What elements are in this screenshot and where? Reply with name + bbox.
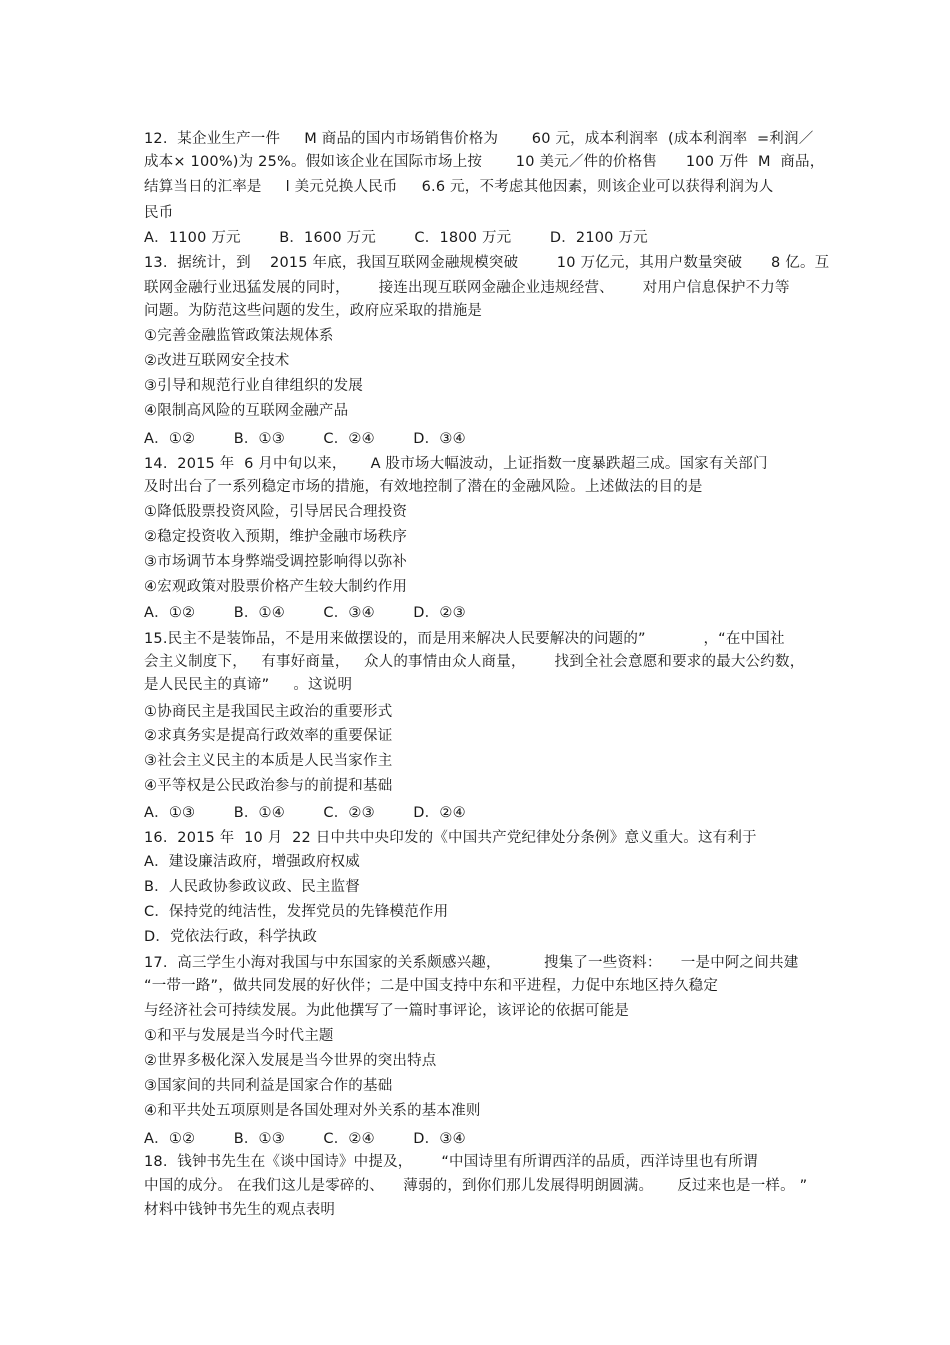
text-line: ①降低股票投资风险，引导居民合理投资	[144, 504, 408, 520]
text-line: ④平等权是公民政治参与的前提和基础	[144, 778, 393, 794]
text-line: ②改进互联网安全技术	[144, 353, 290, 369]
text-line: ②世界多极化深入发展是当今世界的突出特点	[144, 1053, 437, 1069]
text-line: 材料中钱钟书先生的观点表明	[144, 1202, 336, 1218]
text-line: 与经济社会可持续发展。为此他撰写了一篇时事评论，该评论的依据可能是	[144, 1003, 630, 1019]
text-line: 14. 2015 年 6 月中旬以来， A 股市场大幅波动，上证指数一度暴跌超三成。国家有关部门	[144, 456, 768, 472]
text-line: ①和平与发展是当今时代主题	[144, 1028, 334, 1044]
text-line: 18. 钱钟书先生在《谈中国诗》中提及， “中国诗里有所谓西洋的品质，西洋诗里也有所谓	[144, 1154, 758, 1170]
text-line: B．人民政协参政议政、民主监督	[144, 879, 360, 895]
text-line: 问题。为防范这些问题的发生，政府应采取的措施是	[144, 303, 483, 319]
text-line: A．1100 万元 B．1600 万元 C．1800 万元 D．2100 万元	[144, 230, 648, 246]
text-line: ②求真务实是提高行政效率的重要保证	[144, 728, 393, 744]
text-line: ①协商民主是我国民主政治的重要形式	[144, 704, 393, 720]
text-line: 12. 某企业生产一件 M 商品的国内市场销售价格为 60 元，成本利润率 (成本利润率 =利润／	[144, 131, 814, 147]
text-line: A．①③ B．①④ C．②③ D．②④	[144, 805, 466, 821]
text-line: “一带一路”，做共同发展的好伙伴；二是中国支持中东和平进程，力促中东地区持久稳定	[144, 978, 719, 994]
text-line: ②稳定投资收入预期，维护金融市场秩序	[144, 529, 408, 545]
text-line: A．①② B．①③ C．②④ D．③④	[144, 1131, 466, 1147]
text-line: ①完善金融监管政策法规体系	[144, 328, 334, 344]
text-line: 是人民民主的真谛” 。这说明	[144, 677, 353, 693]
text-line: ③引导和规范行业自律组织的发展	[144, 378, 363, 394]
text-line: 联网金融行业迅猛发展的同时， 接连出现互联网金融企业违规经营、 对用户信息保护不力等	[144, 280, 790, 296]
text-line: A．建设廉洁政府，增强政府权威	[144, 854, 360, 870]
text-line: 15.民主不是装饰品，不是用来做摆设的，而是用来解决人民要解决的问题的” ，“在中国社	[144, 631, 785, 647]
text-line: ③市场调节本身弊端受调控影响得以弥补	[144, 554, 408, 570]
text-line: 结算当日的汇率是 l 美元兑换人民币 6.6 元，不考虑其他因素，则该企业可以获得利润为人	[144, 179, 774, 195]
text-line: 17. 高三学生小海对我国与中东国家的关系颇感兴趣， 搜集了一些资料： 一是中阿之间共建	[144, 955, 799, 971]
text-line: ③社会主义民主的本质是人民当家作主	[144, 753, 393, 769]
text-line: C．保持党的纯洁性，发挥党员的先锋模范作用	[144, 904, 449, 920]
text-line: 13. 据统计，到 2015 年底，我国互联网金融规模突破 10 万亿元，其用户数量突破 8 亿。互	[144, 255, 830, 271]
text-line: ④限制高风险的互联网金融产品	[144, 403, 349, 419]
text-line: A．①② B．①③ C．②④ D．③④	[144, 431, 466, 447]
text-line: D．党依法行政，科学执政	[144, 929, 318, 945]
text-line: A．①② B．①④ C．③④ D．②③	[144, 605, 466, 621]
text-line: 16. 2015 年 10 月 22 日中共中央印发的《中国共产党纪律处分条例》意义重大。这有利于	[144, 830, 757, 846]
text-line: ③国家间的共同利益是国家合作的基础	[144, 1078, 393, 1094]
text-line: 成本× 100%)为 25%。假如该企业在国际市场上按 10 美元／件的价格售 100 万件 M 商品，	[144, 154, 825, 170]
text-line: 会主义制度下， 有事好商量， 众人的事情由众人商量， 找到全社会意愿和要求的最大公约数，	[144, 654, 805, 670]
text-line: 及时出台了一系列稳定市场的措施，有效地控制了潜在的金融风险。上述做法的目的是	[144, 479, 703, 495]
text-line: 民币	[144, 205, 174, 221]
text-line: ④宏观政策对股票价格产生较大制约作用	[144, 579, 408, 595]
text-line: 中国的成分。 在我们这儿是零碎的、 薄弱的，到你们那儿发展得明朗圆满。 反过来也是一样。 ”	[144, 1178, 808, 1194]
text-line: ④和平共处五项原则是各国处理对外关系的基本准则	[144, 1103, 481, 1119]
